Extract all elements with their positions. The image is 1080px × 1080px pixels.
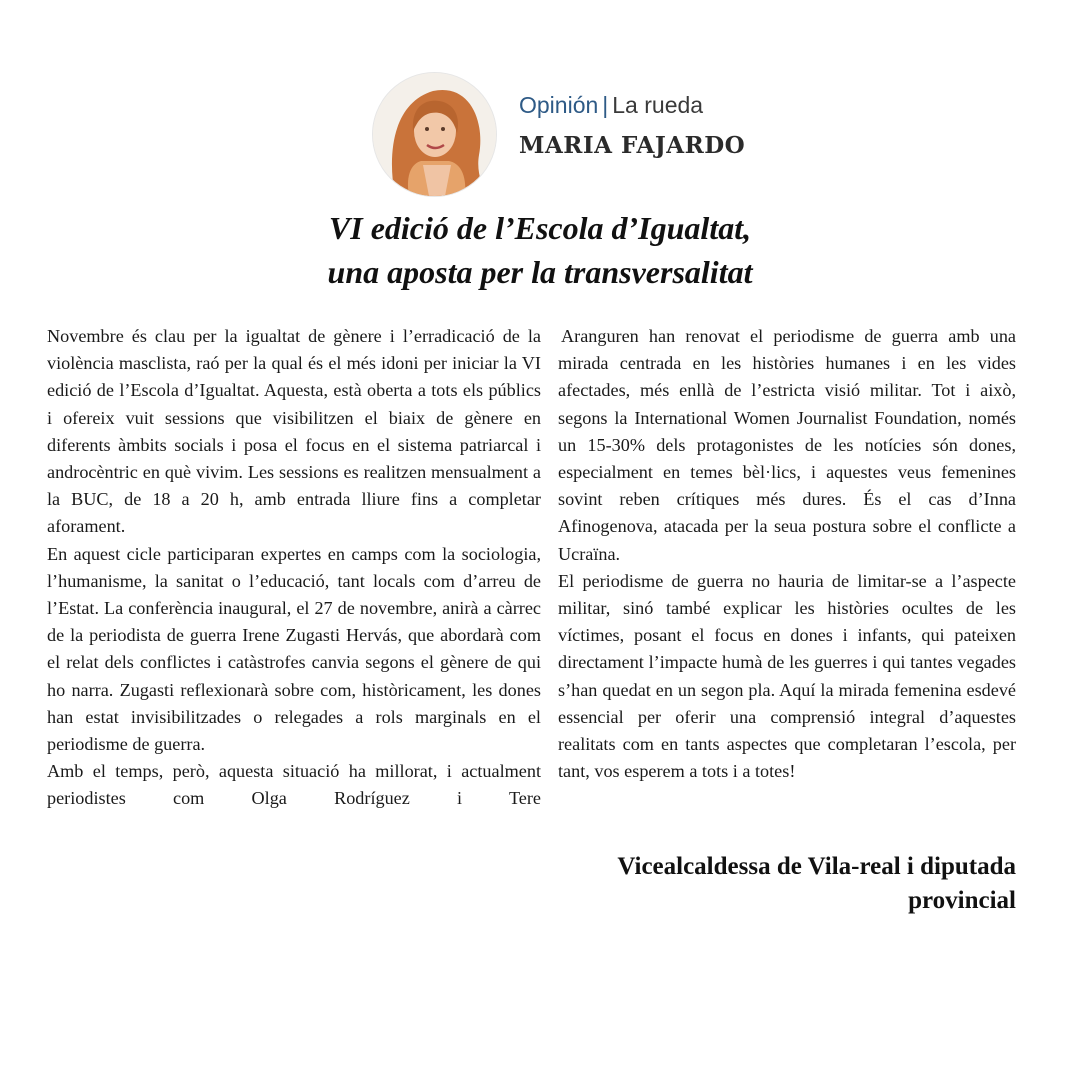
author-name: MARIA FAJARDO: [519, 132, 746, 159]
signature-line-2: provincial: [908, 887, 1016, 914]
title-line-2: una aposta per la transversalitat: [327, 254, 753, 290]
paragraph: El periodisme de guerra no hauria de limitar-se a l’aspecte militar, sinó també explicar les històries ocultes de les víctimes, posant el focus en dones i infants, qui pateixen directament l’impacte humà de les guerres i qui tantes vegades s’han quedat en un segon pla. Aquí la mirada femenina esdevé essencial per oferir una comprensió integral d’aquestes realitats com en tants aspectes que completaran l’escola, per tant, vos esperem a tots i a totes!: [558, 570, 1016, 782]
column-name: La rueda: [612, 92, 704, 118]
paragraph: Aranguren han renovat el periodisme de guerra amb una mirada centrada en les històries humanes i en les vides afectades, més enllà de l’estricta visió militar. Tot i això, segons la International Women Journalist Foundation, només un 15-30% dels protagonistes de les notícies són dones, especialment en temes bèl·lics, i aquestes veus femenines sovint reben crítiques més dures. És el cas d’Inna Afinogenova, atacada per la seua postura sobre el conflicte a Ucraïna.: [558, 326, 1016, 564]
signature-line-1: Vicealcaldessa de Vila-real i diputada: [617, 853, 1016, 880]
author-signature: [560, 850, 1016, 918]
column-header: [372, 72, 772, 197]
title-line-1: VI edició de l’Escola d’Igualtat,: [328, 210, 752, 246]
paragraph: En aquest cicle participaran expertes en camps com la sociologia, l’humanisme, la sanitat o l’educació, tant locals com d’arreu de l’Estat. La conferència inaugural, el 27 de novembre, anirà a càrrec de la periodista de guerra Irene Zugasti Hervás, que abordarà com el relat dels conflictes i catàstrofes canvia segons el gènere de qui ho narra. Zugasti reflexionarà sobre com, històricament, les dones han estat invisibilitzades o relegades a rols marginals en el periodisme de guerra.: [47, 543, 541, 755]
section-label: Opinión: [519, 92, 599, 118]
paragraph: Amb el temps, però, aquesta situació ha millorat, i actualment periodistes com Olga Rodríguez i Tere: [47, 761, 541, 809]
article-column-left: [47, 323, 541, 813]
section-line: [519, 92, 703, 119]
paragraph: Novembre és clau per la igualtat de gènere i l’erradicació de la violència masclista, raó per la qual és el més idoni per iniciar la VI edició de l’Escola d’Igualtat. Aquesta, està oberta a tots els públics i ofereix vuit sessions que visibilitzen el biaix de gènere en diferents àmbits socials i posa el focus en el sistema patriarcal i androcèntric en què vivim. Les sessions es realitzen mensualment a la BUC, de 18 a 20 h, amb entrada lliure fins a completar aforament.: [47, 326, 541, 537]
author-avatar: [372, 72, 497, 197]
section-separator: |: [602, 92, 609, 118]
article-column-right: [558, 323, 1016, 785]
article-title: [140, 206, 940, 294]
